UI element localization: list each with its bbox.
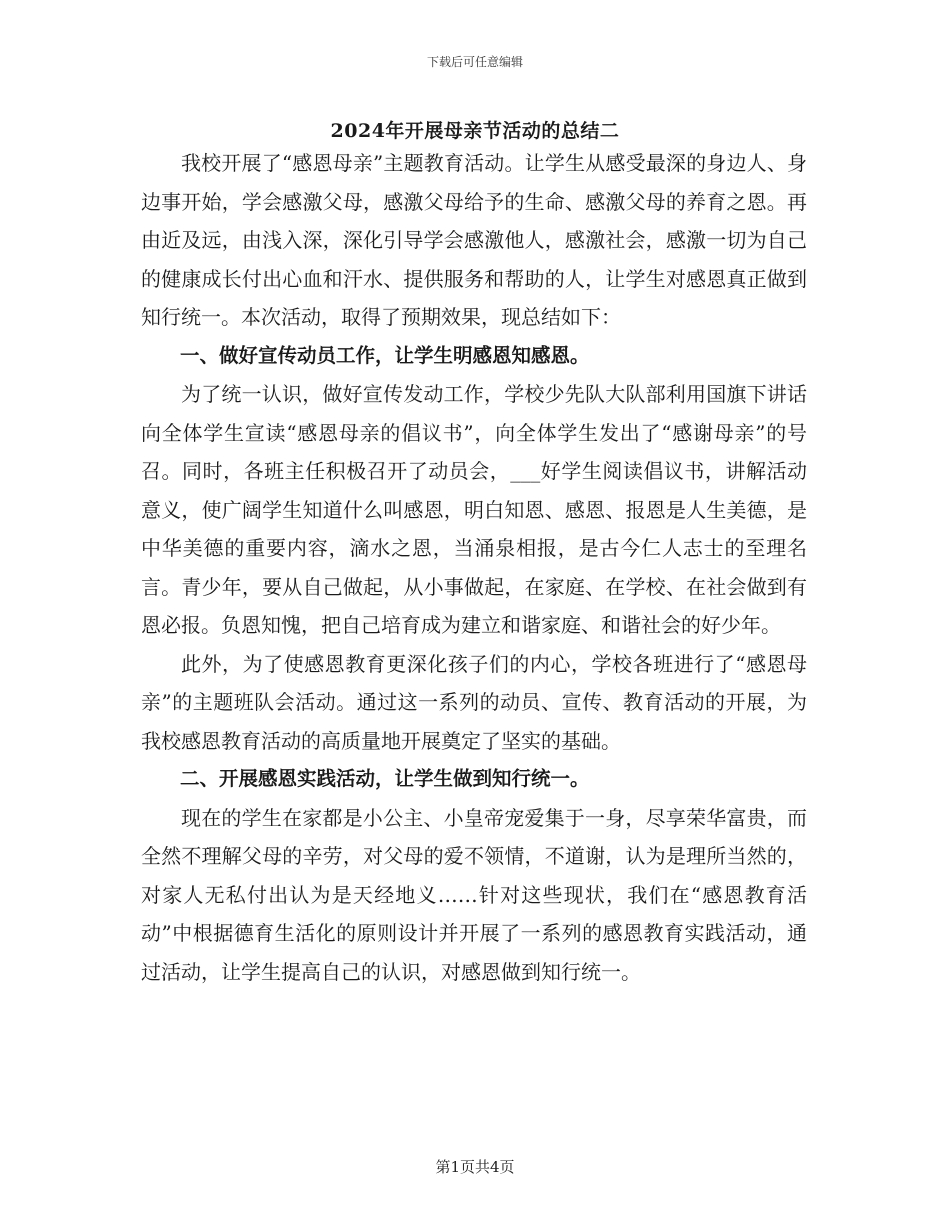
- document-title: 2024年开展母亲节活动的总结二: [330, 120, 620, 142]
- section-heading-1: 一、做好宣传动员工作，让学生明感恩知感恩。: [180, 343, 590, 367]
- section-heading-2: 二、开展感恩实践活动，让学生做到知行统一。: [180, 767, 590, 790]
- body-paragraph: 为了统一认识，做好宣传发动工作，学校少先队大队部利用国旗下讲话向全体学生宣读“感恩母亲的倡议书”，向全体学生发出了“感谢母亲”的号召。同时，各班主任积极召开了动员会，___好学生阅读倡议书，讲解活动意义，使广阔学生知道什么叫感恩，明白知恩、感恩、报恩是人生美德，是中华美德的重要内容，滴水之恩，当涌泉相报，是古今仁人志士的至理名言。青少年，要从自己做起，从小事做起，在家庭、在学校、在社会做到有恩必报。负恩知愧，把自己培育成为建立和谐家庭、和谐社会的好少年。: [141, 382, 807, 637]
- page-header-note: 下载后可任意编辑: [426, 55, 523, 69]
- intro-paragraph: 我校开展了“感恩母亲”主题教育活动。让学生从感受最深的身边人、身边事开始，学会感激父母，感激父母给予的生命、感激父母的养育之恩。再由近及远，由浅入深，深化引导学会感激他人，感激社会，感激一切为自己的健康成长付出心血和汗水、提供服务和帮助的人，让学生对感恩真正做到知行统一。本次活动，取得了预期效果，现总结如下：: [141, 151, 807, 329]
- body-paragraph: 现在的学生在家都是小公主、小皇帝宠爱集于一身，尽享荣华富贵，而全然不理解父母的辛劳，对父母的爱不领情，不道谢，认为是理所当然的，对家人无私付出认为是天经地义……针对这些现状，我们在“感恩教育活动”中根据德育生活化的原则设计并开展了一系列的感恩教育实践活动，通过活动，让学生提高自己的认识，对感恩做到知行统一。: [141, 805, 807, 984]
- document-body: [141, 144, 807, 991]
- body-paragraph: 此外，为了使感恩教育更深化孩子们的内心，学校各班进行了“感恩母亲”的主题班队会活动。通过这一系列的动员、宣传、教育活动的开展，为我校感恩教育活动的高质量地开展奠定了坚实的基础。: [141, 651, 807, 753]
- page-footer: 第1页共4页: [435, 1158, 515, 1176]
